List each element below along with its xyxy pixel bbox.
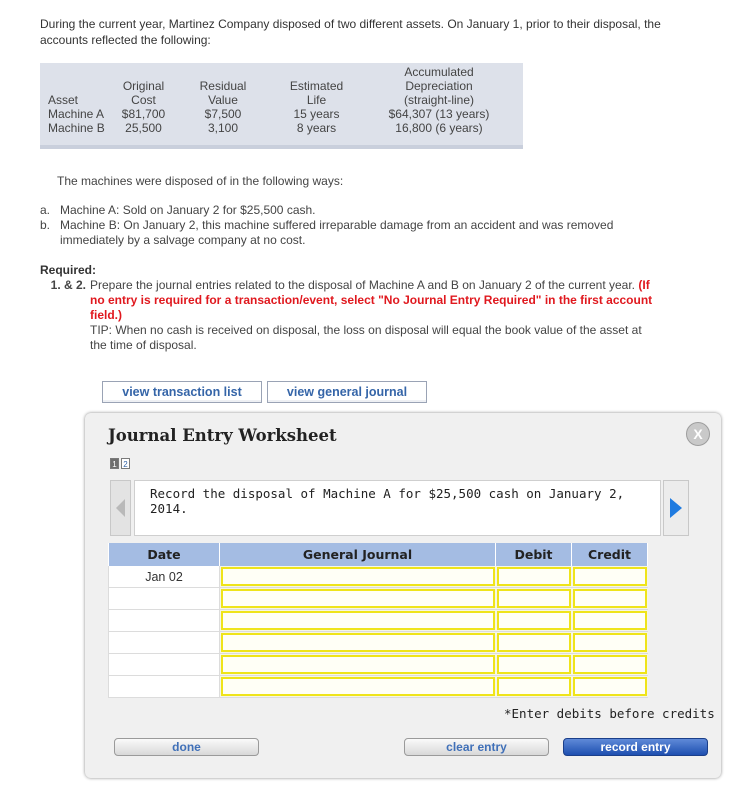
list-marker: a. [40,203,51,217]
debits-before-credits-hint: *Enter debits before credits [504,706,715,721]
cell-cost: $81,700 [121,107,166,121]
journal-row [109,654,648,676]
debit-input[interactable] [497,633,571,652]
header-dep-line1: Accumulated [404,65,474,79]
disposal-intro: The machines were disposed of in the following ways: [57,174,344,188]
required-section [40,263,660,353]
header-life-line1: Estimated [289,79,344,93]
debit-input[interactable] [497,655,571,674]
journal-row [109,610,648,632]
header-residual-line2: Value [208,93,238,107]
header-cost [110,63,177,107]
previous-arrow-icon[interactable] [110,480,131,536]
cell-depreciation: $64,307 (13 years) [388,107,490,121]
credit-cell [572,654,648,676]
debit-cell [496,566,572,588]
cell-cost: 25,500 [125,121,162,135]
date-cell[interactable] [109,654,220,676]
journal-entry-table [108,543,648,698]
header-asset [40,63,110,107]
record-entry-button[interactable]: record entry [563,738,708,756]
required-title: Required: [40,263,97,277]
close-icon[interactable]: X [686,422,710,446]
cell-residual: 3,100 [207,121,239,135]
header-life [269,63,364,107]
journal-row [109,676,648,698]
journal-row [109,632,648,654]
account-cell [220,588,496,610]
worksheet-pager [110,458,130,469]
cell-life: 15 years [293,107,340,121]
debit-cell [496,676,572,698]
asset-table-header-row [40,63,514,107]
page-1-button[interactable]: 1 [110,458,119,469]
journal-header-row [109,543,648,566]
date-cell[interactable] [109,632,220,654]
header-residual-line1: Residual [199,79,247,93]
journal-entry-worksheet [85,413,721,778]
header-dep-line2: Depreciation [405,79,473,93]
column-credit: Credit [572,543,648,566]
debit-cell [496,588,572,610]
asset-row-machine-b [40,121,514,135]
credit-cell [572,610,648,632]
debit-input[interactable] [497,677,571,696]
cell-asset: Machine A [48,107,105,121]
header-cost-line1: Original [122,79,165,93]
credit-cell [572,566,648,588]
debit-input[interactable] [497,589,571,608]
required-text: Prepare the journal entries related to the disposal of Machine A and B on January 2 of the current year. [90,278,636,292]
credit-cell [572,588,648,610]
cell-asset: Machine B [48,121,105,135]
account-cell [220,632,496,654]
credit-input[interactable] [573,567,647,586]
credit-input[interactable] [573,611,647,630]
required-text-block [90,278,660,353]
list-text: Machine A: Sold on January 2 for $25,500 cash. [60,203,316,217]
journal-row [109,588,648,610]
account-input[interactable] [221,655,495,674]
account-input[interactable] [221,633,495,652]
account-cell [220,676,496,698]
view-transaction-list-button[interactable]: view transaction list [102,381,262,403]
credit-input[interactable] [573,677,647,696]
cell-residual: $7,500 [204,107,242,121]
debit-input[interactable] [497,567,571,586]
date-cell[interactable]: Jan 02 [109,566,220,588]
required-tip: TIP: When no cash is received on disposal, the loss on disposal will equal the book value of the asset at the time of disposal. [90,323,642,352]
header-cost-line2: Cost [131,93,156,107]
credit-input[interactable] [573,589,647,608]
debit-cell [496,632,572,654]
worksheet-title: Journal Entry Worksheet [108,426,337,445]
credit-cell [572,632,648,654]
date-cell[interactable] [109,588,220,610]
list-marker: b. [40,218,51,232]
problem-intro: During the current year, Martinez Company disposed of two different assets. On January 1, prior to their disposal, the accounts reflected the following: [40,17,661,47]
account-input[interactable] [221,589,495,608]
credit-cell [572,676,648,698]
cell-life: 8 years [296,121,337,135]
column-debit: Debit [496,543,572,566]
page-2-button[interactable]: 2 [121,458,130,469]
list-item [40,218,660,248]
next-arrow-icon[interactable] [663,480,689,536]
debit-input[interactable] [497,611,571,630]
date-cell[interactable] [109,610,220,632]
required-body [40,278,660,353]
cell-depreciation: 16,800 (6 years) [395,121,483,135]
list-item [40,203,660,218]
journal-row [109,566,648,588]
header-life-line2: Life [306,93,327,107]
account-cell [220,566,496,588]
header-dep-line3: (straight-line) [403,93,475,107]
clear-entry-button[interactable]: clear entry [404,738,549,756]
disposal-list [40,203,660,248]
required-number: 1. & 2. [50,278,86,292]
column-general-journal: General Journal [220,543,496,566]
date-cell[interactable] [109,676,220,698]
credit-input[interactable] [573,633,647,652]
account-input[interactable] [221,567,495,586]
header-depreciation [364,63,514,107]
required-red-note: (If no entry is required for a transaction/event, select "No Journal Entry Required" in the first account field.) [90,278,653,322]
account-input[interactable] [221,677,495,696]
header-residual [177,63,269,107]
account-cell [220,610,496,632]
account-cell [220,654,496,676]
account-input[interactable] [221,611,495,630]
column-date: Date [109,543,220,566]
asset-row-machine-a [40,107,514,121]
view-general-journal-button[interactable]: view general journal [267,381,427,403]
debit-cell [496,610,572,632]
asset-table [40,63,523,149]
done-button[interactable]: done [114,738,259,756]
header-asset-label: Asset [48,93,79,107]
transaction-description: Record the disposal of Machine A for $25,500 cash on January 2, 2014. [134,480,661,536]
asset-data-table [40,63,514,135]
credit-input[interactable] [573,655,647,674]
debit-cell [496,654,572,676]
list-text: Machine B: On January 2, this machine suffered irreparable damage from an accident and was removed immediately by a salvage company at no cost. [60,218,614,247]
